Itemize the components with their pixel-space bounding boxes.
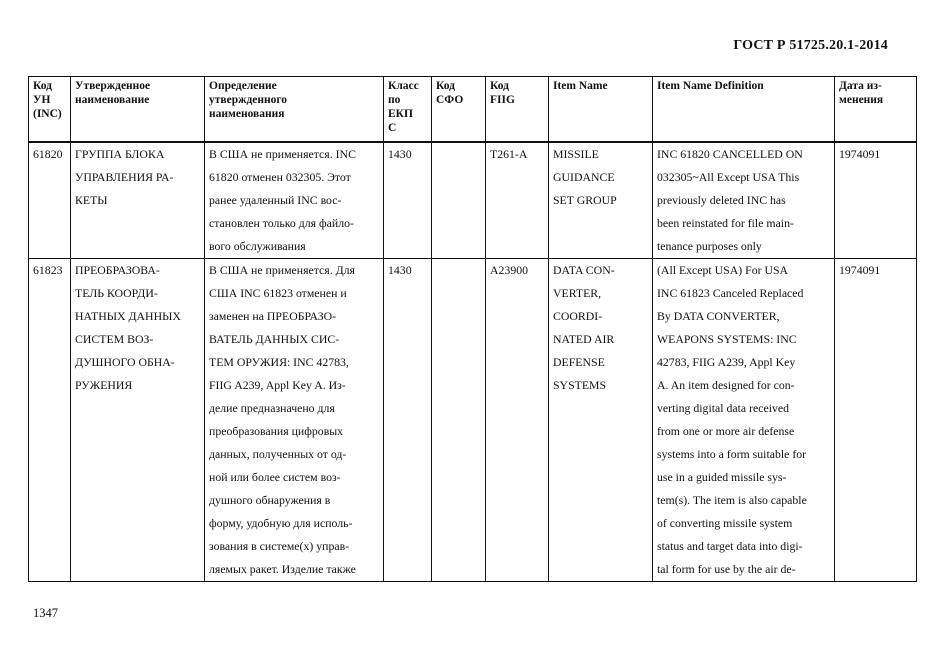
cell-fiig-code <box>486 142 549 259</box>
header-line: УН <box>33 94 51 106</box>
header-item-name <box>549 77 653 143</box>
cell-line: COORDI- <box>553 309 603 323</box>
cell-item-name <box>549 259 653 582</box>
cell-line: tenance purposes only <box>657 239 762 253</box>
header-inc-code <box>29 77 71 143</box>
table-row <box>29 142 917 259</box>
cell-inc-code <box>29 259 71 582</box>
cell-name-definition <box>205 259 384 582</box>
cell-fiig-code <box>486 259 549 582</box>
cell-line: США INC 61823 отменен и <box>209 286 347 300</box>
cell-line: status and target data into digi- <box>657 539 803 553</box>
cell-line: NATED AIR <box>553 332 615 346</box>
cell-line: from one or more air defense <box>657 424 795 438</box>
cell-line: ТЕМ ОРУЖИЯ: INC 42783, <box>209 355 349 369</box>
header-line: Код <box>490 80 510 92</box>
cell-line: DEFENSE <box>553 355 605 369</box>
cell-change-date <box>835 259 917 582</box>
header-line: по <box>388 94 401 106</box>
header-sfo-code <box>432 77 486 143</box>
header-change-date <box>835 77 917 143</box>
cell-line: 1430 <box>388 263 412 277</box>
cell-approved-name <box>71 142 205 259</box>
cell-approved-name <box>71 259 205 582</box>
cell-item-name-definition <box>653 259 835 582</box>
cell-class-ekps <box>384 259 432 582</box>
header-line: Код <box>33 80 53 92</box>
cell-line: GUIDANCE <box>553 170 615 184</box>
cell-line: tem(s). The item is also capable <box>657 493 807 507</box>
cell-sfo-code <box>432 142 486 259</box>
header-line: FIIG <box>490 94 515 106</box>
cell-line: INC 61823 Canceled Replaced <box>657 286 804 300</box>
cell-line: 42783, FIIG A239, Appl Key <box>657 355 796 369</box>
cell-line: КЕТЫ <box>75 193 108 207</box>
cell-sfo-code <box>432 259 486 582</box>
cell-line: преобразования цифровых <box>209 424 344 438</box>
cell-line: A23900 <box>490 263 529 277</box>
cell-line: СИСТЕМ ВОЗ- <box>75 332 154 346</box>
cell-line: РУЖЕНИЯ <box>75 378 133 392</box>
cell-line: INC 61820 CANCELLED ON <box>657 147 803 161</box>
header-line: Item Name Definition <box>657 80 764 92</box>
table-row <box>29 259 917 582</box>
cell-line: By DATA CONVERTER, <box>657 309 780 323</box>
header-fiig-code <box>486 77 549 143</box>
cell-line: форму, удобную для исполь- <box>209 516 353 530</box>
cell-item-name-definition <box>653 142 835 259</box>
cell-line: A. An item designed for con- <box>657 378 795 392</box>
cell-inc-code <box>29 142 71 259</box>
header-line: менения <box>839 94 884 106</box>
header-line: утвержденного <box>209 94 288 106</box>
cell-line: вого обслуживания <box>209 239 306 253</box>
cell-line: DATA CON- <box>553 263 615 277</box>
cell-line: ГРУППА БЛОКА <box>75 147 165 161</box>
table-header-row <box>29 77 917 143</box>
cell-line: делие предназначено для <box>209 401 335 415</box>
cell-line: SYSTEMS <box>553 378 607 392</box>
header-line: ЕКП <box>388 108 413 120</box>
cell-line: been reinstated for file main- <box>657 216 794 230</box>
cell-line: 61823 <box>33 263 63 277</box>
cell-line: УПРАВЛЕНИЯ РА- <box>75 170 174 184</box>
cell-line: FIIG A239, Appl Key A. Из- <box>209 378 346 392</box>
cell-line: В США не применяется. Для <box>209 263 355 277</box>
cell-line: T261-A <box>490 147 528 161</box>
page-number: 1347 <box>33 606 58 620</box>
header-line: СФО <box>436 94 464 106</box>
cell-line: 61820 <box>33 147 63 161</box>
cell-line: (All Except USA) For USA <box>657 263 789 277</box>
cell-line: данных, полученных от од- <box>209 447 347 461</box>
cell-line: ной или более систем воз- <box>209 470 341 484</box>
header-approved-name <box>71 77 205 143</box>
cell-line: WEAPONS SYSTEMS: INC <box>657 332 797 346</box>
header-class-ekps <box>384 77 432 143</box>
cell-line: 1974091 <box>839 263 881 277</box>
header-item-name-definition <box>653 77 835 143</box>
cell-line: 1430 <box>388 147 412 161</box>
cell-line: душного обнаружения в <box>209 493 331 507</box>
cell-line: ДУШНОГО ОБНА- <box>75 355 175 369</box>
cell-line: 61820 отменен 032305. Этот <box>209 170 351 184</box>
cell-line: verting digital data received <box>657 401 790 415</box>
cell-line: previously deleted INC has <box>657 193 786 207</box>
document-standard-header: ГОСТ Р 51725.20.1-2014 <box>733 38 888 53</box>
header-line: С <box>388 122 397 134</box>
cell-class-ekps <box>384 142 432 259</box>
cell-line: ВАТЕЛЬ ДАННЫХ СИС- <box>209 332 340 346</box>
header-line: наименования <box>209 108 285 120</box>
cell-line: 032305~All Except USA This <box>657 170 800 184</box>
header-line: Определение <box>209 80 277 92</box>
cell-line: В США не применяется. INC <box>209 147 356 161</box>
cell-line: tal form for use by the air de- <box>657 562 796 576</box>
header-line: (INC) <box>33 108 62 120</box>
cell-line: НАТНЫХ ДАННЫХ <box>75 309 181 323</box>
cell-line: MISSILE <box>553 147 599 161</box>
header-name-definition <box>205 77 384 143</box>
cell-line: VERTER, <box>553 286 602 300</box>
header-line: Дата из- <box>839 80 882 92</box>
header-line: Item Name <box>553 80 608 92</box>
cell-line: use in a guided missile sys- <box>657 470 787 484</box>
cell-line: ПРЕОБРАЗОВА- <box>75 263 160 277</box>
cell-line: 1974091 <box>839 147 881 161</box>
cell-line: зования в системе(х) управ- <box>209 539 350 553</box>
cell-line: SET GROUP <box>553 193 617 207</box>
cell-line: ляемых ракет. Изделие также <box>209 562 356 576</box>
header-line: наименование <box>75 94 150 106</box>
cell-line: заменен на ПРЕОБРАЗО- <box>209 309 337 323</box>
cell-item-name <box>549 142 653 259</box>
cell-name-definition <box>205 142 384 259</box>
cell-line: ТЕЛЬ КООРДИ- <box>75 286 158 300</box>
header-line: Класс <box>388 80 419 92</box>
header-line: Утвержденное <box>75 80 151 92</box>
classification-table <box>28 76 917 582</box>
cell-change-date <box>835 142 917 259</box>
cell-line: of converting missile system <box>657 516 793 530</box>
cell-line: становлен только для файло- <box>209 216 354 230</box>
header-line: Код <box>436 80 456 92</box>
cell-line: systems into a form suitable for <box>657 447 807 461</box>
cell-line: ранее удаленный INC вос- <box>209 193 342 207</box>
